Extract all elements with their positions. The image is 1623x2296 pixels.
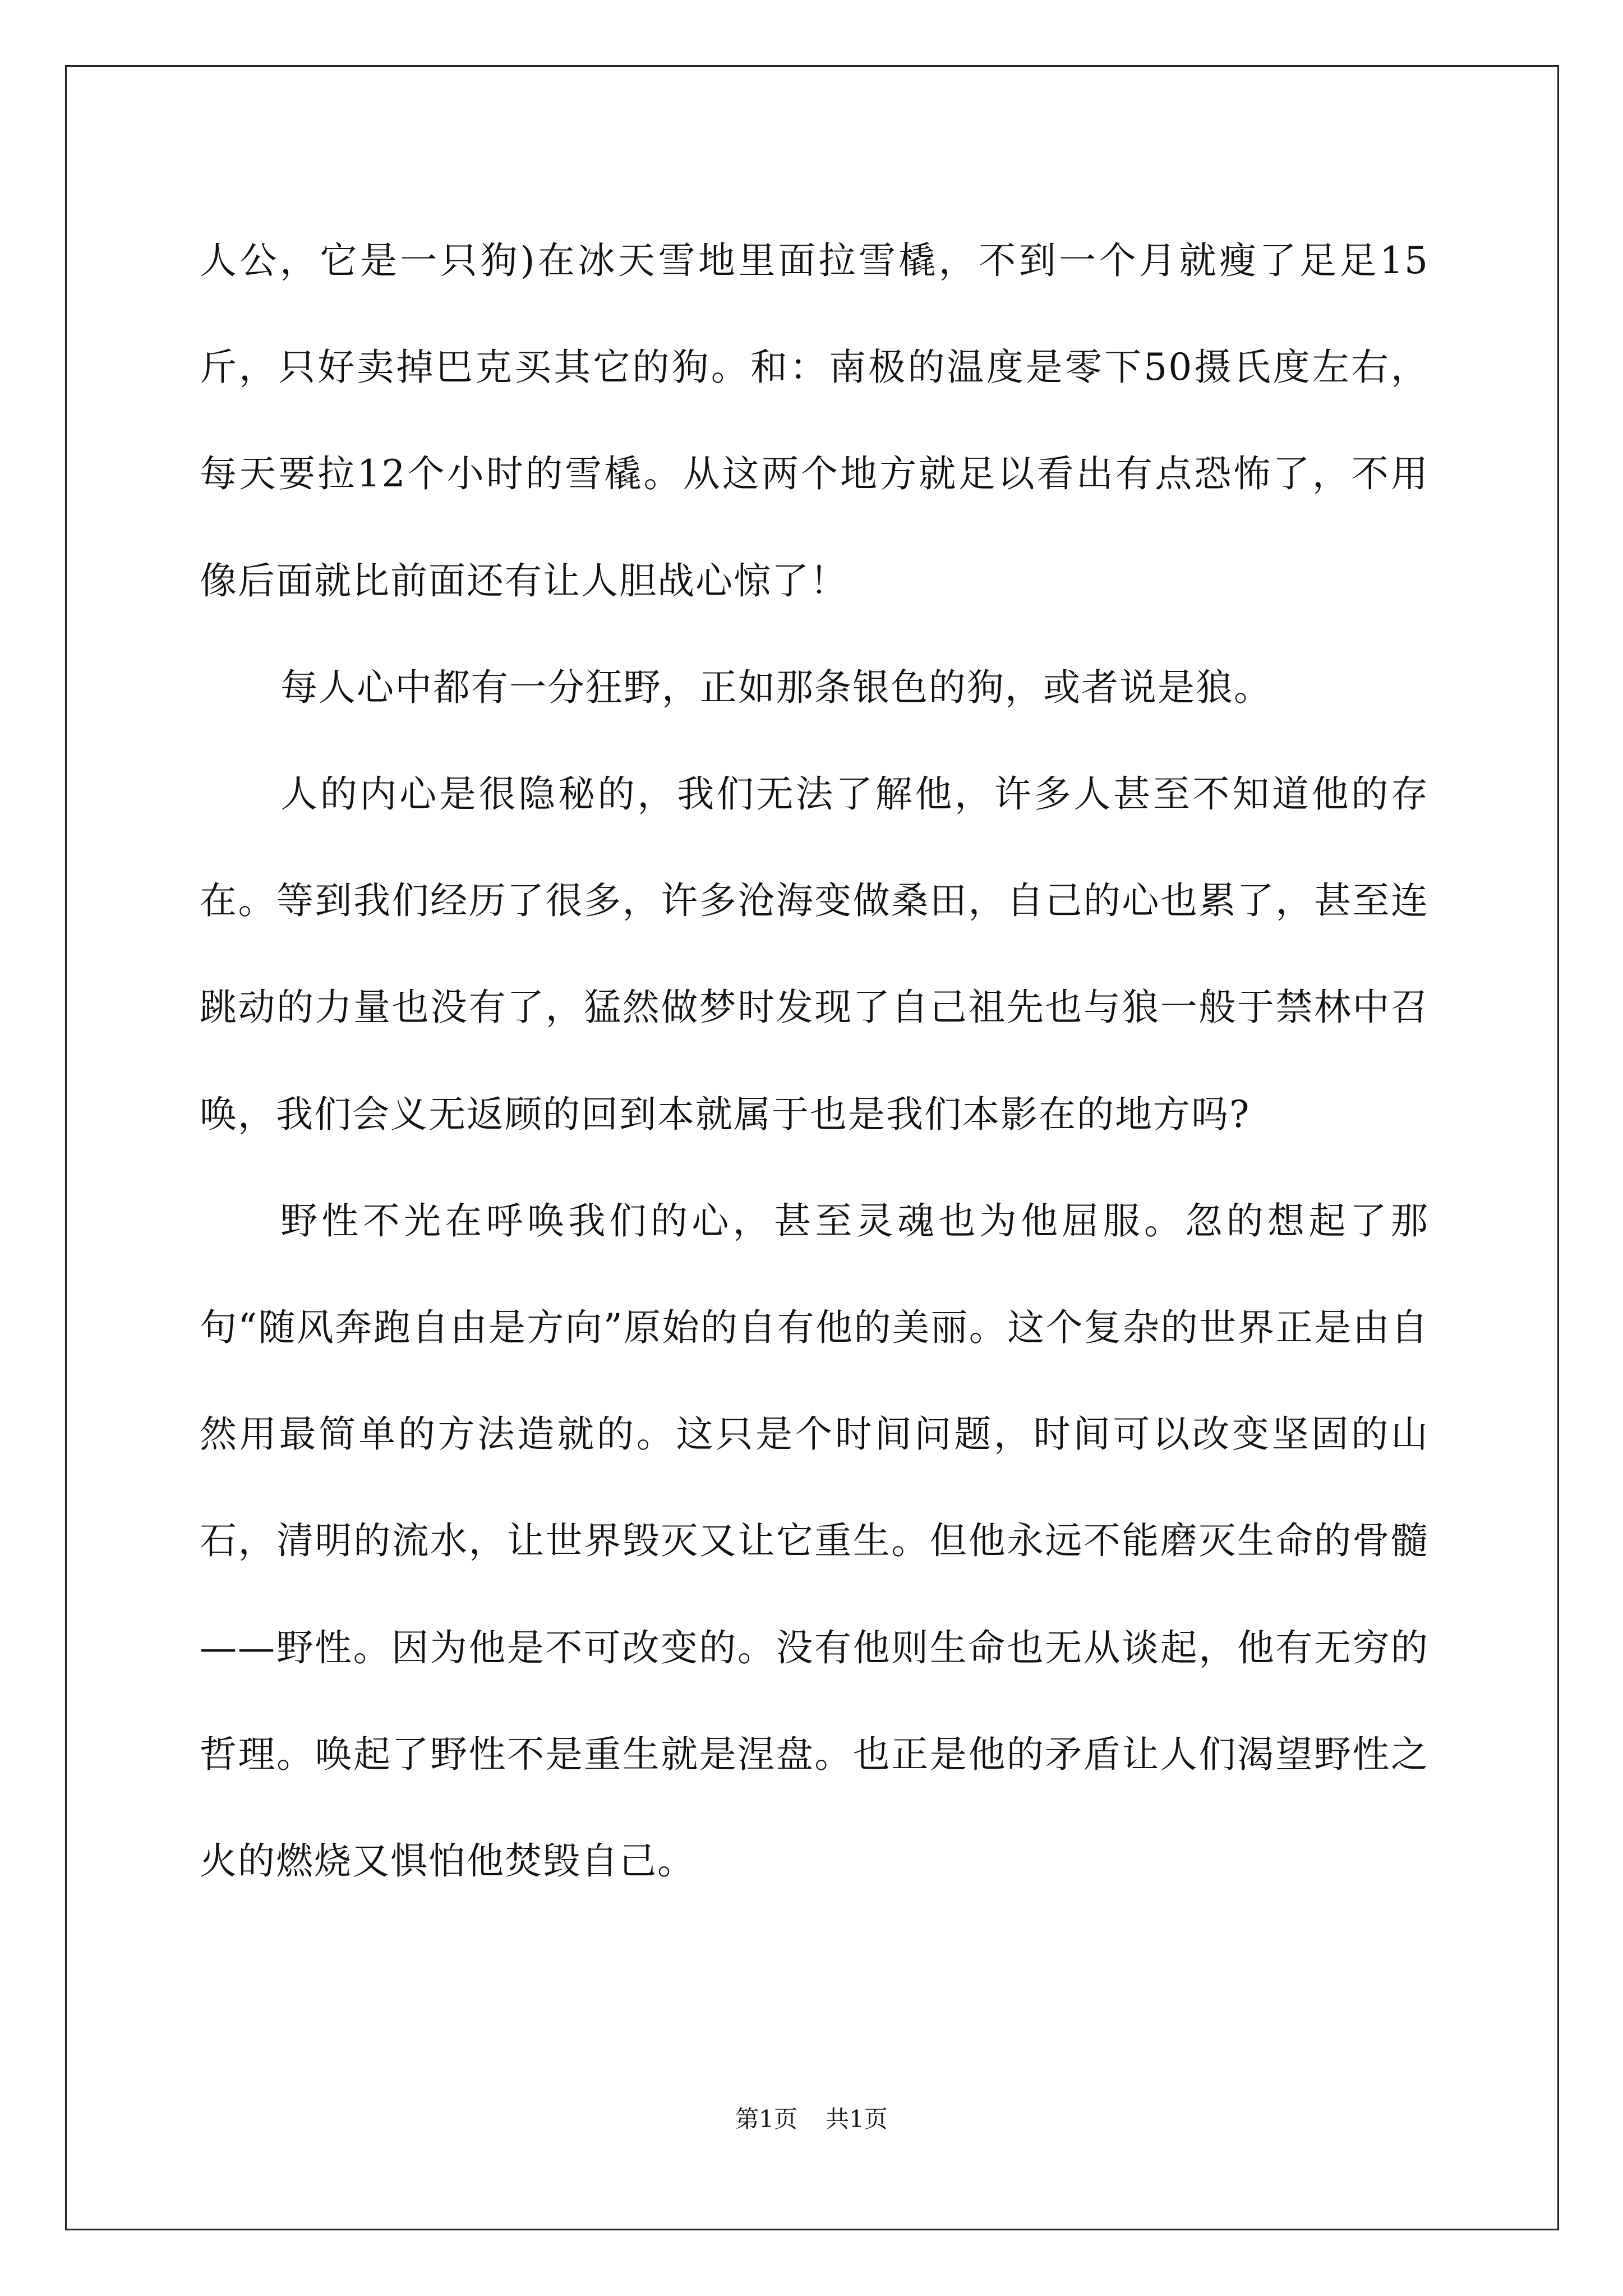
paragraph-1: 人公，它是一只狗)在冰天雪地里面拉雪橇，不到一个月就瘦了足足15斤，只好卖掉巴克买其它的狗。和：南极的温度是零下50摄氏度左右，每天要拉12个小时的雪橇。从这两个地方就足以看出有点恐怖了，不用像后面就比前面还有让人胆战心惊了！ bbox=[200, 239, 1429, 602]
page-number: 第1页 bbox=[735, 2105, 797, 2133]
document-body bbox=[200, 208, 1429, 1915]
paragraph-2: 每人心中都有一分狂野，正如那条银色的狗，或者说是狼。 bbox=[280, 665, 1272, 709]
paragraph-3: 人的内心是很隐秘的，我们无法了解他，许多人甚至不知道他的存在。等到我们经历了很多，许多沧海变做桑田，自己的心也累了，甚至连跳动的力量也没有了，猛然做梦时发现了自己祖先也与狼一般于禁林中召唤，我们会义无返顾的回到本就属于也是我们本影在的地方吗? bbox=[200, 772, 1429, 1136]
page-total: 共1页 bbox=[826, 2105, 888, 2133]
paragraph-4: 野性不光在呼唤我们的心，甚至灵魂也为他屈服。忽的想起了那句“随风奔跑自由是方向”原始的自有他的美丽。这个复杂的世界正是由自然用最简单的方法造就的。这只是个时间问题，时间可以改变坚固的山石，清明的流水，让世界毁灭又让它重生。但他永远不能磨灭生命的骨髓——野性。因为他是不可改变的。没有他则生命也无从谈起，他有无穷的哲理。唤起了野性不是重生就是涅盘。也正是他的矛盾让人们渴望野性之火的燃烧又惧怕他焚毁自己。 bbox=[200, 1199, 1429, 1883]
page-footer bbox=[0, 2102, 1623, 2136]
